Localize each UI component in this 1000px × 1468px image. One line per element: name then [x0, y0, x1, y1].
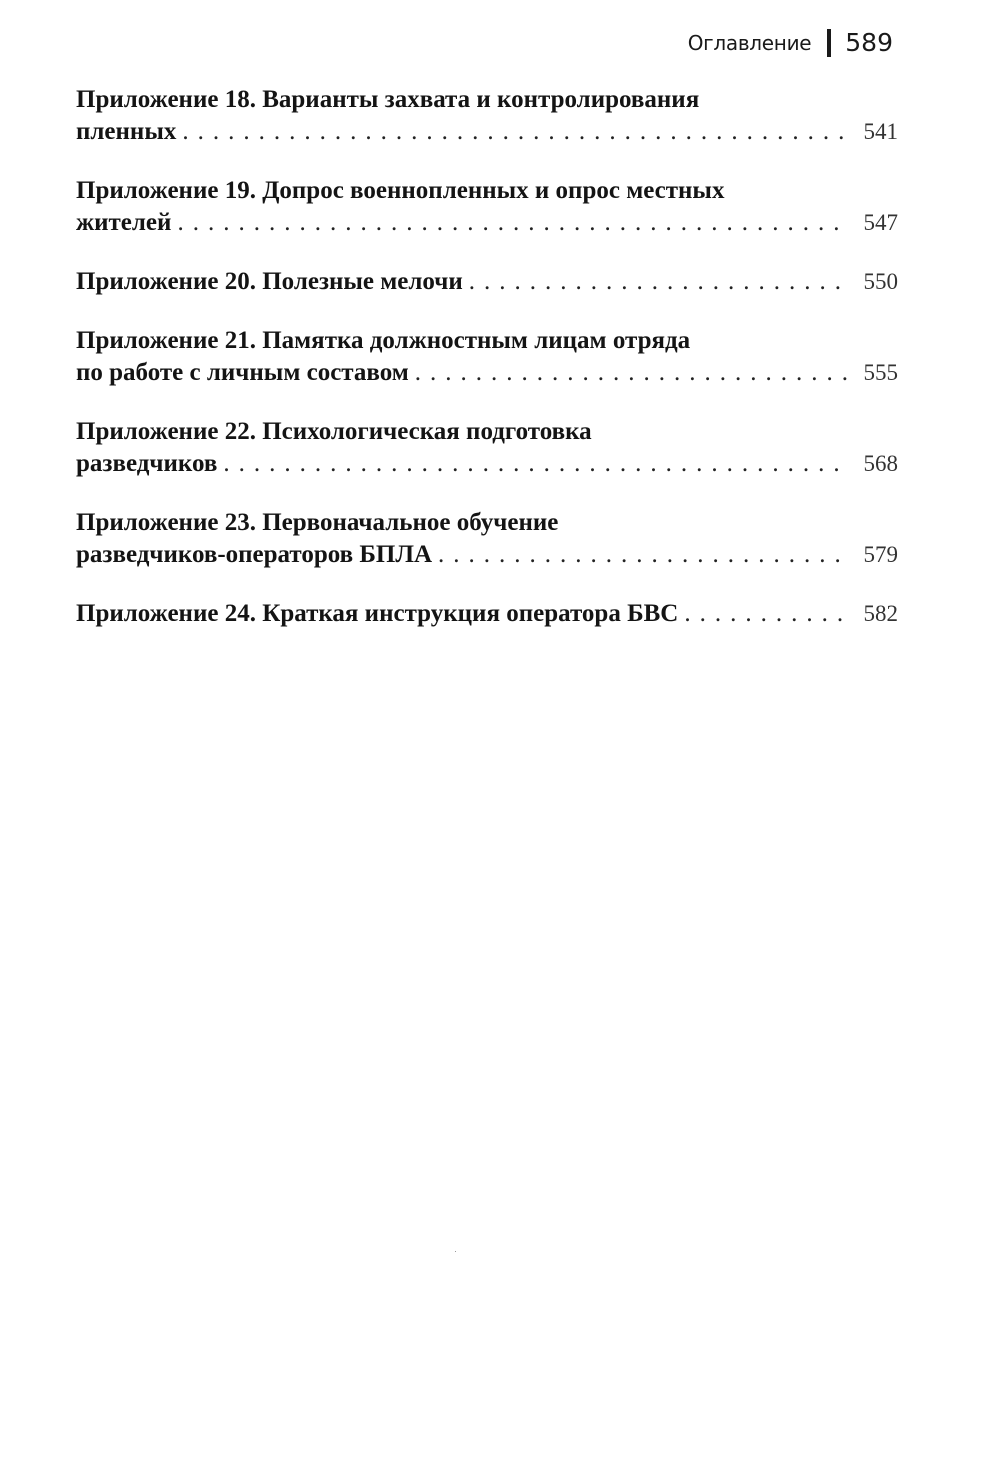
toc-entry-title-line: Приложение 18. Варианты захвата и контролирования	[76, 86, 700, 113]
toc-leader-line	[76, 539, 898, 571]
toc-entry-appendix-22[interactable]	[76, 416, 898, 480]
toc-entry-appendix-19[interactable]	[76, 175, 898, 239]
scan-speck	[455, 1251, 456, 1252]
toc-entry-title-line: Приложение 19. Допрос военнопленных и опрос местных	[76, 177, 725, 204]
toc-entry-appendix-23[interactable]	[76, 507, 898, 571]
toc-entry-title-line: Приложение 20. Полезные мелочи	[76, 268, 463, 295]
toc-entry-appendix-21[interactable]	[76, 325, 898, 389]
toc-page-reference: 541	[863, 119, 898, 144]
table-of-contents	[76, 84, 898, 657]
dot-leader	[182, 116, 849, 148]
toc-page-reference: 550	[863, 269, 898, 294]
toc-entry-appendix-18[interactable]	[76, 84, 898, 148]
toc-entry-appendix-24[interactable]	[76, 598, 898, 630]
toc-entry-title-line: Приложение 23. Первоначальное обучение	[76, 509, 559, 536]
toc-leader-line	[76, 448, 898, 480]
toc-leader-line	[76, 207, 898, 239]
toc-entry-title-line: пленных	[76, 118, 177, 145]
header-divider	[827, 29, 831, 57]
section-name: Оглавление	[687, 30, 812, 55]
toc-entry-title-line: жителей	[76, 209, 172, 236]
dot-leader	[438, 539, 849, 571]
toc-entry-title-line: разведчиков-операторов БПЛА	[76, 541, 433, 568]
toc-entry-appendix-20[interactable]	[76, 266, 898, 298]
dot-leader	[415, 357, 850, 389]
toc-leader-line	[76, 357, 898, 389]
toc-page-reference: 568	[863, 451, 898, 476]
dot-leader	[223, 448, 849, 480]
toc-page-reference: 547	[863, 210, 898, 235]
dot-leader	[684, 598, 849, 630]
toc-page-reference: 579	[863, 542, 898, 567]
toc-leader-line	[76, 598, 898, 630]
toc-entry-title-line: разведчиков	[76, 450, 218, 477]
toc-leader-line	[76, 116, 898, 148]
running-header	[688, 28, 893, 57]
page-number: 589	[845, 28, 893, 57]
toc-entry-title-line: Приложение 22. Психологическая подготовка	[76, 418, 592, 445]
toc-page-reference: 582	[863, 601, 898, 626]
toc-page-reference: 555	[863, 360, 898, 385]
toc-entry-title-line: по работе с личным составом	[76, 359, 409, 386]
toc-entry-title-line: Приложение 21. Памятка должностным лицам отряда	[76, 327, 691, 354]
dot-leader	[469, 266, 850, 298]
toc-leader-line	[76, 266, 898, 298]
toc-entry-title-line: Приложение 24. Краткая инструкция оператора БВС	[76, 600, 679, 627]
dot-leader	[177, 207, 849, 239]
